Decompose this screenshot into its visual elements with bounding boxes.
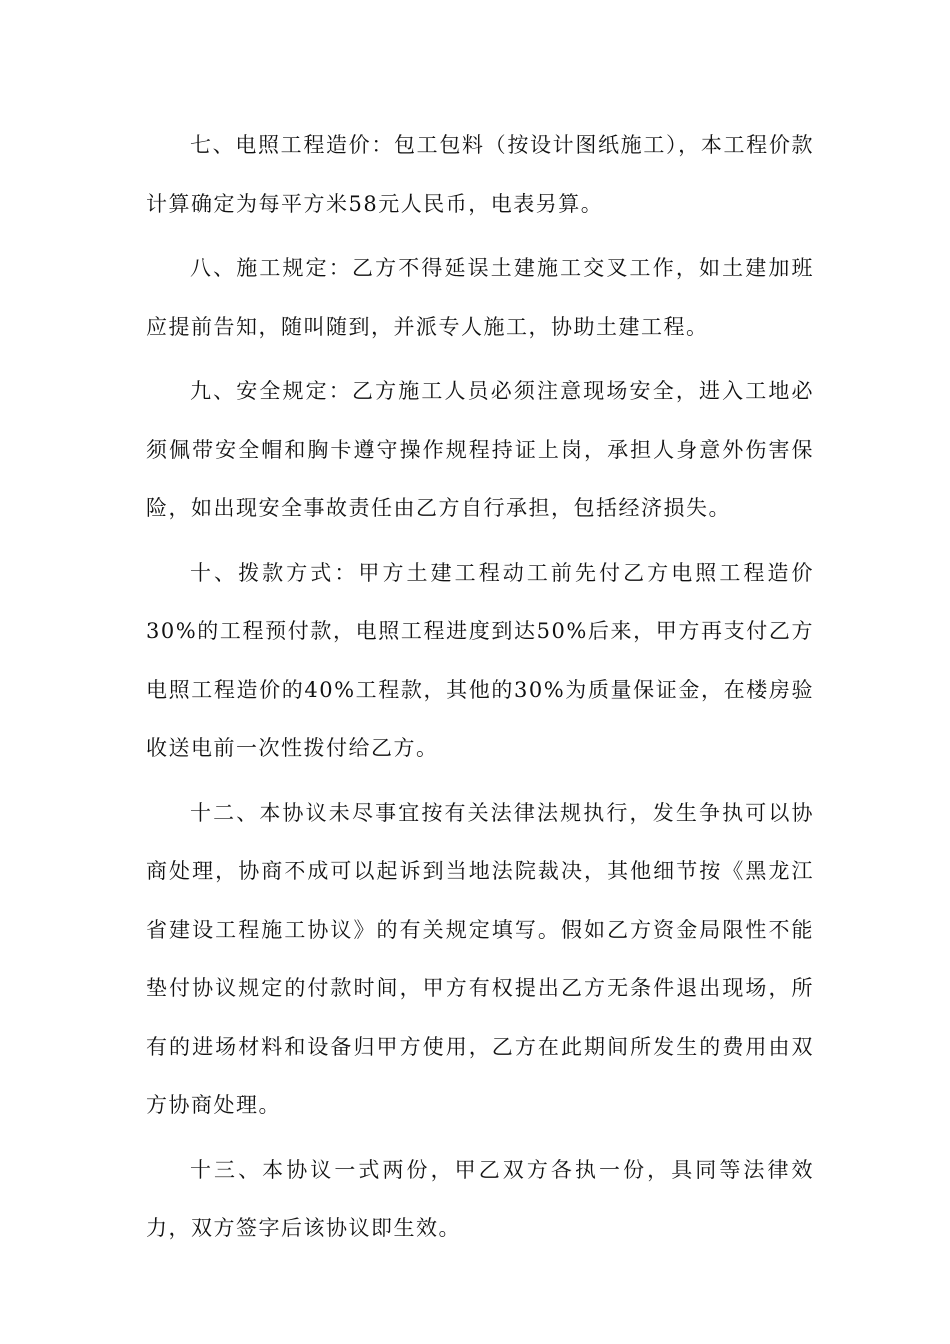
document-body (146, 116, 814, 1264)
clause-12: 十二、本协议未尽事宜按有关法律法规执行，发生争执可以协商处理，协商不成可以起诉到当地法院裁决，其他细节按《黑龙江省建设工程施工协议》的有关规定填写。假如乙方资金局限性不能垫付协议规定的付款时间，甲方有权提出乙方无条件退出现场，所有的进场材料和设备归甲方使用，乙方在此期间所发生的费用由双方协商处理。 (146, 800, 814, 1117)
clause-8: 八、施工规定：乙方不得延误土建施工交叉工作，如土建加班应提前告知，随叫随到，并派专人施工，协助土建工程。 (146, 256, 814, 339)
clause-9: 九、安全规定：乙方施工人员必须注意现场安全，进入工地必须佩带安全帽和胸卡遵守操作规程持证上岗，承担人身意外伤害保险，如出现安全事故责任由乙方自行承担，包括经济损失。 (146, 379, 814, 520)
clause-13: 十三、本协议一式两份，甲乙双方各执一份，具同等法律效力，双方签字后该协议即生效。 (146, 1157, 814, 1240)
clause-7: 七、电照工程造价：包工包料（按设计图纸施工），本工程价款计算确定为每平方米58元人民币，电表另算。 (146, 133, 814, 216)
clause-10: 十、拨款方式：甲方土建工程动工前先付乙方电照工程造价30%的工程预付款，电照工程进度到达50%后来，甲方再支付乙方电照工程造价的40%工程款，其他的30%为质量保证金，在楼房验收送电前一次性拨付给乙方。 (146, 560, 814, 760)
